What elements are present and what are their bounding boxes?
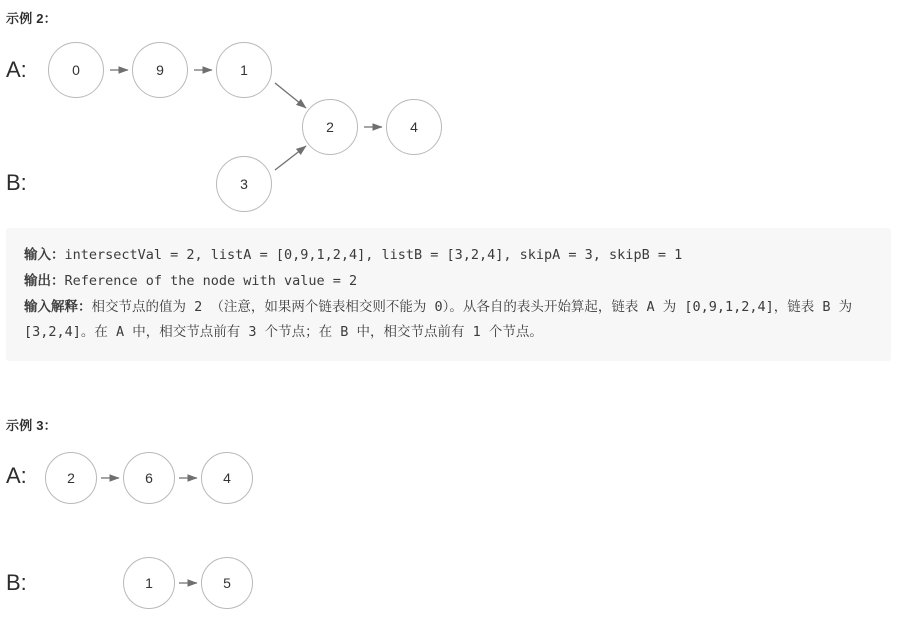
explanation-value: 相交节点的值为 2 （注意，如果两个链表相交则不能为 0）。从各自的表头开始算起，链表 A 为 [0,9,1,2,4]，链表 B 为 [3,2,4]。在 A 中，相交节点前有 3 个节点；在 B 中，相交节点前有 1 个节点。 [24,299,861,340]
example-2-node-a-2: 1 [216,42,272,98]
example-2-node-b-3: 3 [216,156,272,212]
output-line [24,268,873,294]
output-label: 输出： [24,273,65,288]
example-2-node-shared-2: 2 [302,99,358,155]
example-3-list-a-label: A: [6,463,27,488]
example-3-list-b-label: B: [6,570,27,595]
output-value: Reference of the node with value = 2 [64,273,358,289]
example-2-title: 示例 2： [6,11,57,26]
example-3-node-b-0: 1 [123,557,175,609]
input-value: intersectVal = 2, listA = [0,9,1,2,4], listB = [3,2,4], skipA = 3, skipB = 1 [64,247,683,263]
example-2-node-a-0: 0 [48,42,104,98]
example-2-list-a-label: A: [6,57,27,82]
example-3-title: 示例 3： [6,418,57,433]
example-3-node-b-1: 5 [201,557,253,609]
explanation-line [24,294,873,345]
example-3-node-a-2: 4 [201,452,253,504]
input-line [24,242,873,268]
example-3-node-a-0: 2 [45,452,97,504]
example-2-info-panel [6,228,891,361]
example-2-node-a-1: 9 [132,42,188,98]
example-2-list-b-label: B: [6,170,27,195]
explanation-label: 输入解释： [24,299,92,314]
example-2-edges [0,0,905,228]
input-label: 输入： [24,247,65,262]
example-2-node-shared-4: 4 [386,99,442,155]
example-3-node-a-1: 6 [123,452,175,504]
